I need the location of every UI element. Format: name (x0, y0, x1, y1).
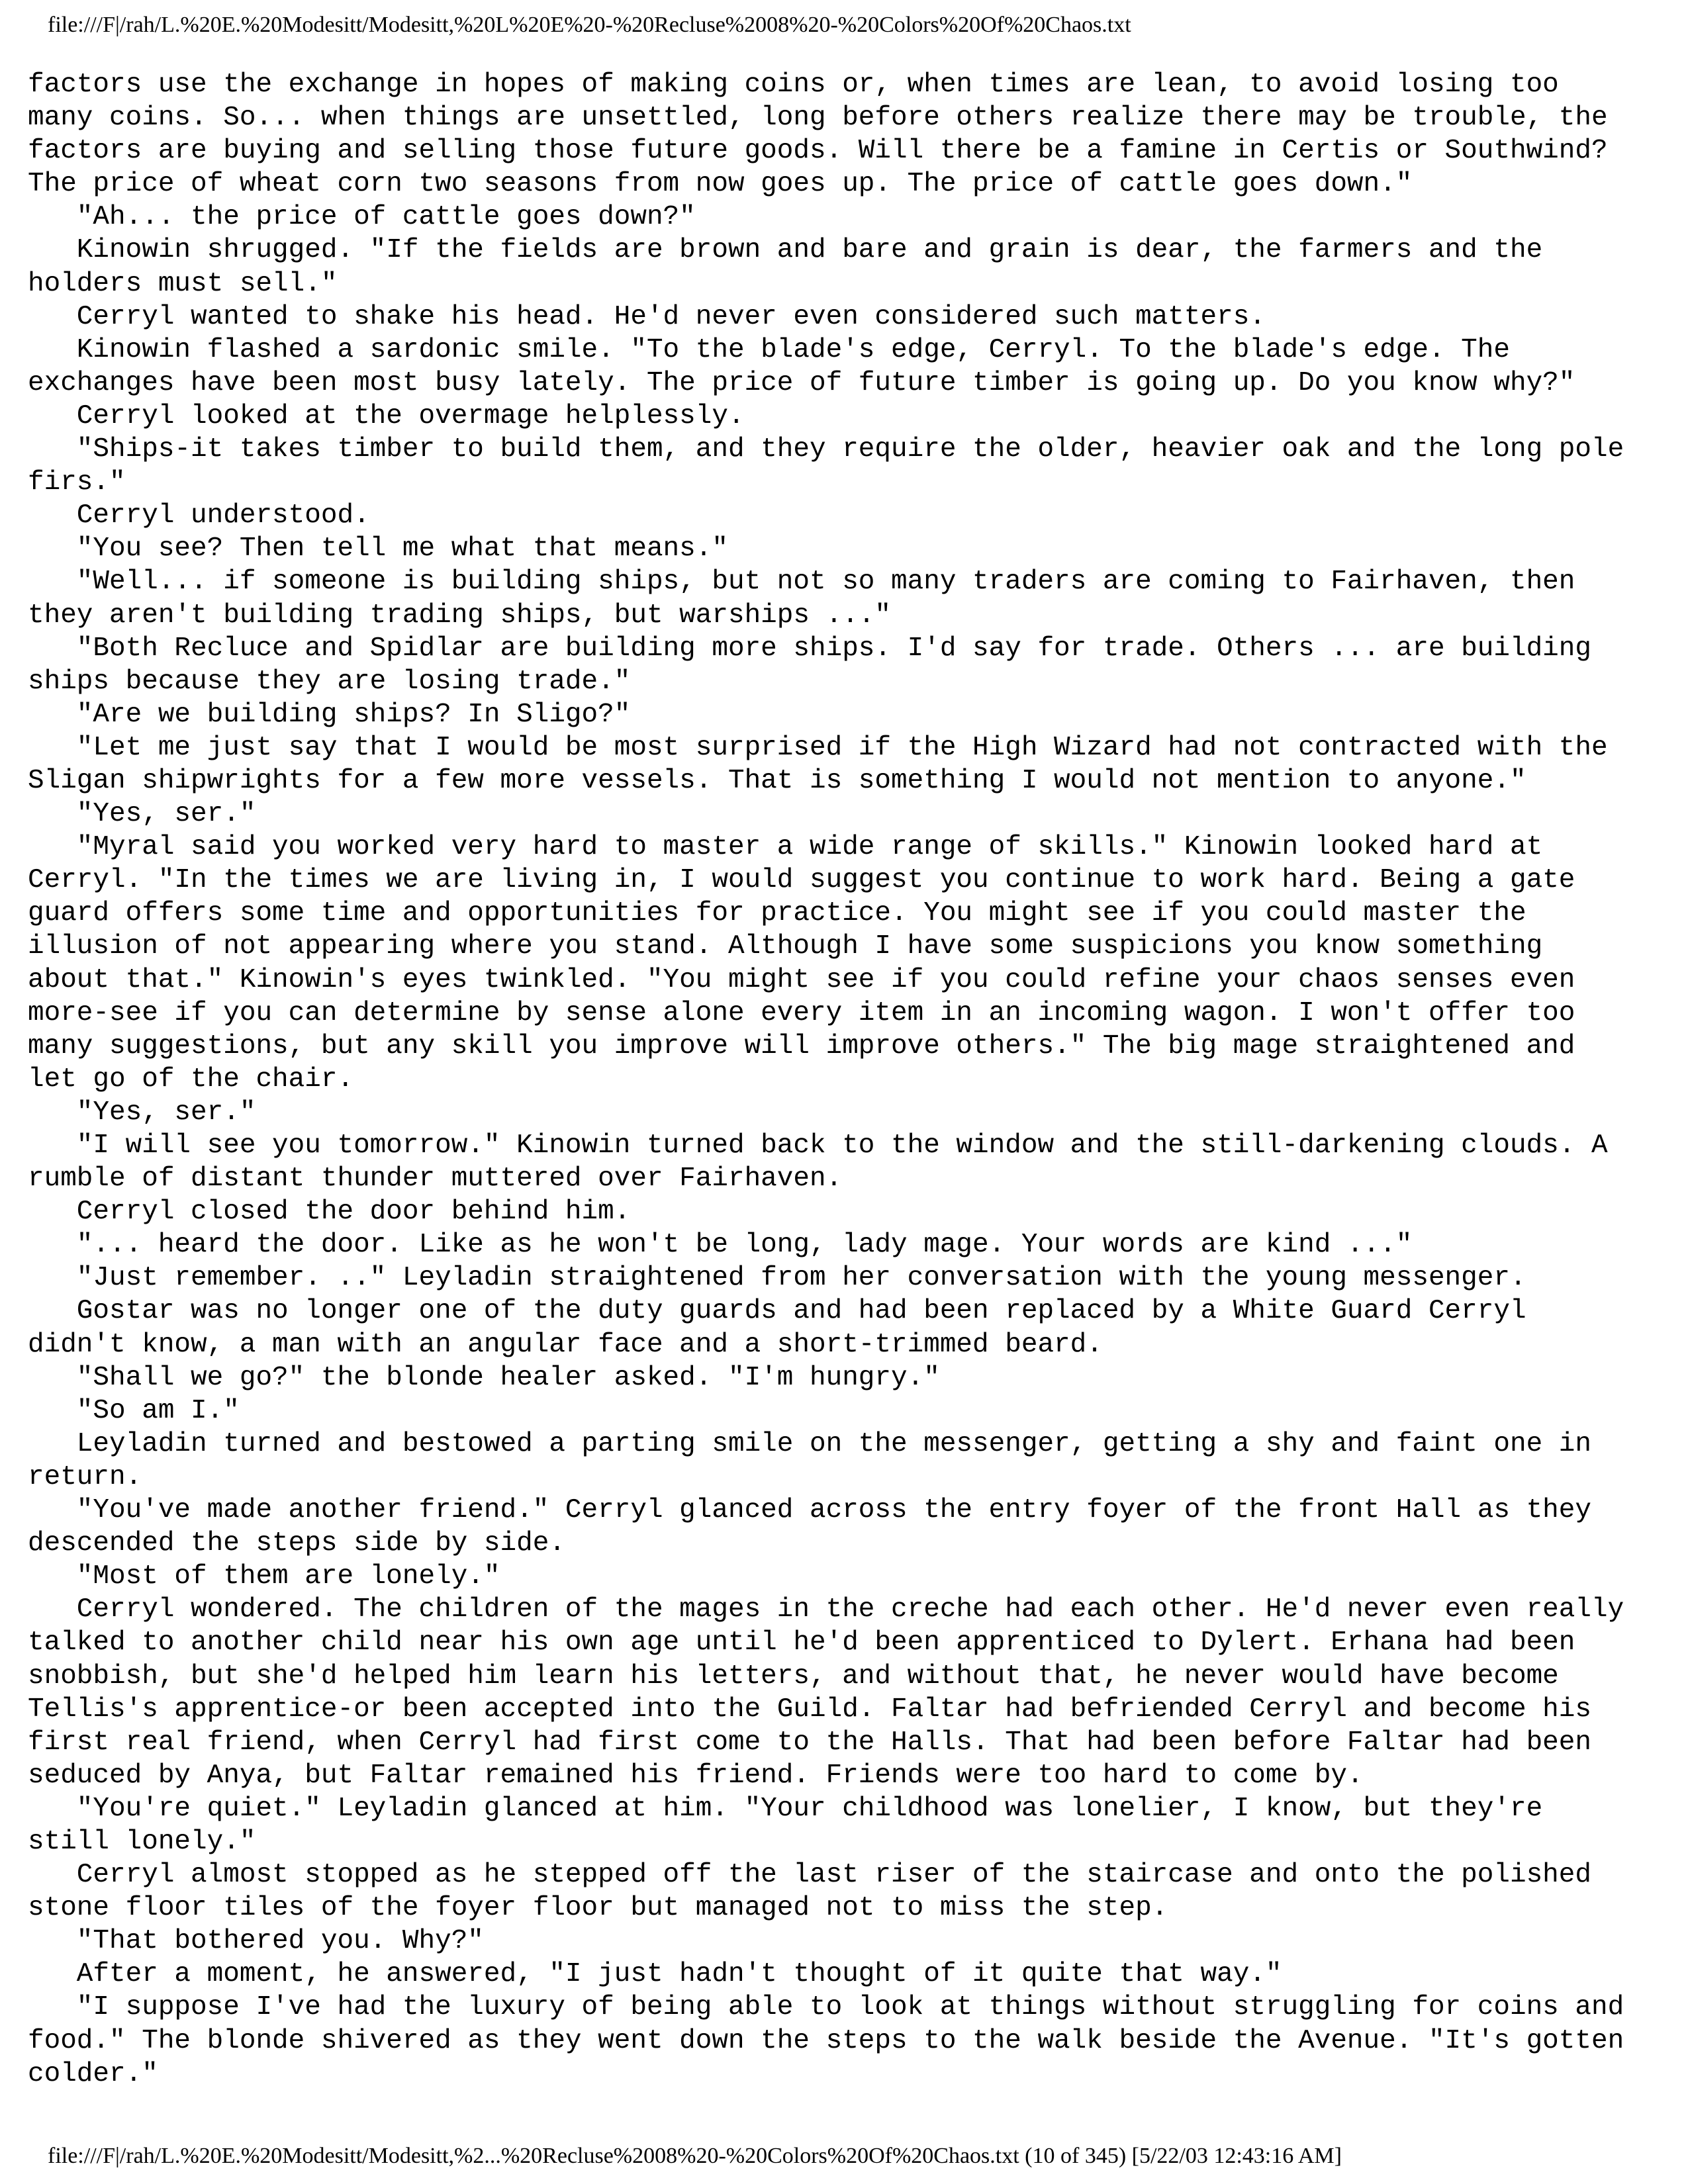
text-line: stone floor tiles of the foyer floor but managed not to miss the step. (28, 1893, 1168, 1924)
text-line: Cerryl almost stopped as he stepped off the last riser of the staircase and onto the polished (28, 1860, 1591, 1891)
page-header-file-path: file:///F|/rah/L.%20E.%20Modesitt/Modesitt,%20L%20E%20-%20Recluse%2008%20-%20Colors%20Of%20Chaos.txt (48, 13, 1131, 37)
text-line: rumble of distant thunder muttered over Fairhaven. (28, 1163, 843, 1195)
text-line: "Myral said you worked very hard to master a wide range of skills." Kinowin looked hard at (28, 832, 1543, 863)
text-line: many suggestions, but any skill you improve will improve others." The big mage straightened and (28, 1030, 1575, 1062)
text-line: "Yes, ser." (28, 1097, 256, 1128)
text-line: "You've made another friend." Cerryl glanced across the entry foyer of the front Hall as they (28, 1495, 1591, 1526)
text-line: "Are we building ships? In Sligo?" (28, 699, 631, 730)
text-line: first real friend, when Cerryl had first come to the Halls. That had been before Faltar had been (28, 1727, 1591, 1758)
text-line: "Most of them are lonely." (28, 1561, 500, 1592)
text-line: "... heard the door. Like as he won't be long, lady mage. Your words are kind ..." (28, 1230, 1413, 1261)
text-line: talked to another child near his own age until he'd been apprenticed to Dylert. Erhana had been (28, 1627, 1575, 1659)
text-line: many coins. So... when things are unsettled, long before others realize there may be trouble, the (28, 103, 1608, 134)
text-line: firs." (28, 467, 126, 498)
text-line: "Just remember. .." Leyladin straightened from her conversation with the young messenger. (28, 1263, 1526, 1294)
text-line: "You see? Then tell me what that means." (28, 533, 728, 565)
text-line: didn't know, a man with an angular face and a short-trimmed beard. (28, 1329, 1103, 1360)
text-line: "Let me just say that I would be most surprised if the High Wizard had not contracted with the (28, 732, 1608, 763)
text-line: Tellis's apprentice-or been accepted into the Guild. Faltar had befriended Cerryl and become his (28, 1694, 1591, 1725)
text-line: holders must sell." (28, 268, 338, 299)
text-line: Kinowin flashed a sardonic smile. "To the blade's edge, Cerryl. To the blade's edge. The (28, 334, 1510, 365)
text-line: "Ah... the price of cattle goes down?" (28, 202, 696, 233)
text-line: colder." (28, 2058, 158, 2089)
text-line: "That bothered you. Why?" (28, 1926, 484, 1957)
text-line: "Yes, ser." (28, 799, 256, 830)
text-line: Cerryl looked at the overmage helplessly. (28, 400, 745, 432)
page-footer-file-path: file:///F|/rah/L.%20E.%20Modesitt/Modesitt,%2...%20Recluse%2008%20-%20Colors%20Of%20Chaos.txt (10 of 345) [5/22/03 12:43:16 AM] (48, 2144, 1342, 2168)
text-line: Cerryl closed the door behind him. (28, 1197, 631, 1228)
text-line: The price of wheat corn two seasons from now goes up. The price of cattle goes down." (28, 169, 1413, 200)
text-line: Cerryl wanted to shake his head. He'd never even considered such matters. (28, 301, 1266, 332)
text-line: ships because they are losing trade." (28, 666, 631, 697)
text-line: "So am I." (28, 1395, 240, 1426)
text-line: After a moment, he answered, "I just hadn't thought of it quite that way." (28, 1959, 1282, 1990)
text-line: Cerryl wondered. The children of the mages in the creche had each other. He'd never even really (28, 1594, 1624, 1625)
text-line: Kinowin shrugged. "If the fields are brown and bare and grain is dear, the farmers and the (28, 235, 1543, 266)
text-line: seduced by Anya, but Faltar remained his friend. Friends were too hard to come by. (28, 1760, 1364, 1791)
text-line: "Ships-it takes timber to build them, and they require the older, heavier oak and the long pole (28, 434, 1624, 465)
text-line: exchanges have been most busy lately. The price of future timber is going up. Do you know why?" (28, 367, 1575, 398)
text-line: Sligan shipwrights for a few more vessels. That is something I would not mention to anyone." (28, 765, 1526, 796)
text-line: Gostar was no longer one of the duty guards and had been replaced by a White Guard Cerryl (28, 1296, 1526, 1327)
text-line: guard offers some time and opportunities for practice. You might see if you could master the (28, 898, 1526, 929)
text-line: "You're quiet." Leyladin glanced at him. "Your childhood was lonelier, I know, but they're (28, 1793, 1543, 1824)
text-line: factors are buying and selling those future goods. Will there be a famine in Certis or Southwind? (28, 136, 1608, 167)
text-line: they aren't building trading ships, but warships ..." (28, 600, 892, 631)
text-line: Cerryl. "In the times we are living in, I would suggest you continue to work hard. Being a gate (28, 865, 1575, 896)
text-line: food." The blonde shivered as they went down the steps to the walk beside the Avenue. "It's gotten (28, 2025, 1624, 2056)
text-line: descended the steps side by side. (28, 1528, 565, 1559)
document-body-text (28, 68, 1669, 2091)
text-line: return. (28, 1461, 142, 1492)
text-line: still lonely." (28, 1826, 256, 1857)
text-line: "Shall we go?" the blonde healer asked. "I'm hungry." (28, 1362, 940, 1393)
text-line: Cerryl understood. (28, 500, 370, 531)
text-line: about that." Kinowin's eyes twinkled. "You might see if you could refine your chaos senses even (28, 964, 1575, 995)
text-line: snobbish, but she'd helped him learn his letters, and without that, he never would have become (28, 1661, 1559, 1692)
text-line: "Well... if someone is building ships, but not so many traders are coming to Fairhaven, then (28, 567, 1575, 598)
text-line: "I suppose I've had the luxury of being able to look at things without struggling for coins and (28, 1992, 1624, 2023)
text-line: illusion of not appearing where you stand. Although I have some suspicions you know something (28, 931, 1543, 962)
text-line: "I will see you tomorrow." Kinowin turned back to the window and the still-darkening clouds. A (28, 1130, 1608, 1161)
text-line: Leyladin turned and bestowed a parting smile on the messenger, getting a shy and faint one in (28, 1428, 1591, 1459)
text-line: let go of the chair. (28, 1064, 354, 1095)
text-line: "Both Recluce and Spidlar are building more ships. I'd say for trade. Others ... are building (28, 633, 1591, 664)
text-line: more-see if you can determine by sense alone every item in an incoming wagon. I won't offer too (28, 997, 1575, 1028)
text-line: factors use the exchange in hopes of making coins or, when times are lean, to avoid losing too (28, 69, 1559, 100)
